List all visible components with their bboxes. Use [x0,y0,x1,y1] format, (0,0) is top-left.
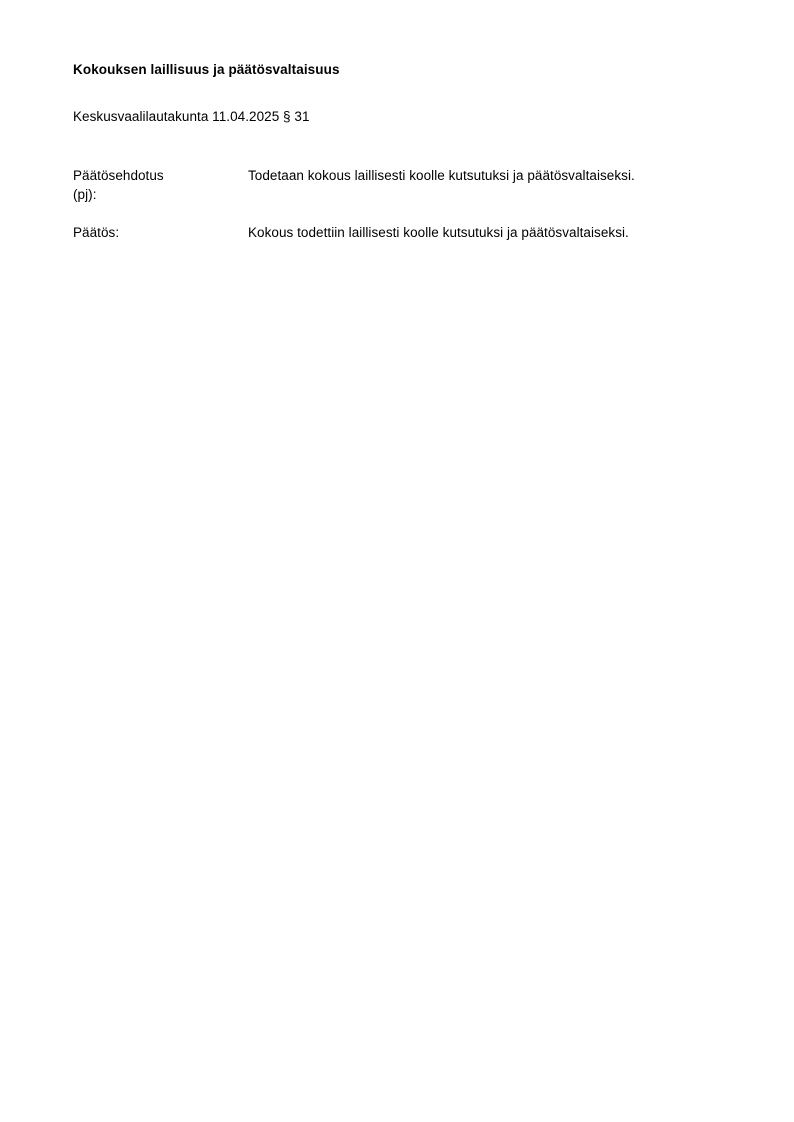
decision-proposal-label [73,166,248,205]
decision-proposal-text: Todetaan kokous laillisesti koolle kutsutuksi ja päätösvaltaiseksi. [248,167,635,183]
decision-proposal-label-line-1: Päätösehdotus [73,167,164,183]
decision-proposal-section [73,166,723,243]
page-title: Kokouksen laillisuus ja päätösvaltaisuus [73,62,340,77]
decision-row [73,223,723,243]
decision-text: Kokous todettiin laillisesti koolle kutsutuksi ja päätösvaltaiseksi. [248,224,629,240]
decision-label-line-1: Päätös: [73,224,120,240]
decision-proposal-label-line-2: (pj): [73,187,97,203]
decision-proposal-row [73,166,723,205]
meeting-reference: Keskusvaalilautakunta 11.04.2025 § 31 [73,108,310,124]
document-body [73,62,723,242]
decision-label [73,223,248,243]
